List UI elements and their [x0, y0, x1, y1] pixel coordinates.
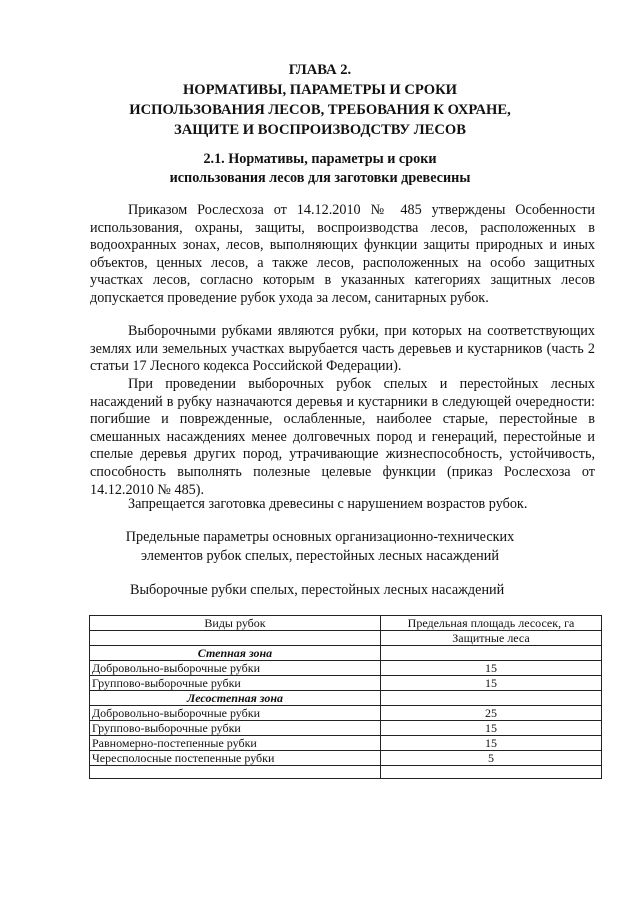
paragraph: При проведении выборочных рубок спелых и перестойных лесных насаждений в рубку назначаются деревья и кустарники в следующей очередности: погибшие и поврежденные, ослабленные, наиболее старые, перестойные в смешанных насаждениях менее долговечных пород и генераций, перестойные и спелые деревья других пород, утрачивающие жизнеспособность, устойчивость, способность выполнять полезные целевые функции (приказ Рослесхоза от 14.12.2010 № 485).: [90, 376, 595, 498]
header-cell-max-area: Предельная площадь лесосек, га: [381, 616, 602, 631]
chapter-heading-line: НОРМАТИВЫ, ПАРАМЕТРЫ И СРОКИ: [182, 82, 458, 98]
section-heading: [60, 150, 580, 188]
table-row: [90, 676, 602, 691]
empty-cell: [90, 766, 381, 779]
zone-row: [90, 646, 602, 661]
area-value-cell: 15: [381, 721, 602, 736]
area-value-cell: 15: [381, 676, 602, 691]
chapter-heading-line: ИСПОЛЬЗОВАНИЯ ЛЕСОВ, ТРЕБОВАНИЯ К ОХРАНЕ,: [129, 102, 511, 118]
table-subheader-row: [90, 631, 602, 646]
table-row: [90, 751, 602, 766]
table-subtitle: [130, 581, 504, 600]
table-row-empty: [90, 766, 602, 779]
header-cell-cut-types: Виды рубок: [90, 616, 381, 631]
table-caption-line: Предельные параметры основных организационно-технических: [125, 529, 515, 545]
cut-type-cell: Чересполосные постепенные рубки: [90, 751, 381, 766]
zone-name: Степная зона: [90, 646, 381, 661]
table-row: [90, 736, 602, 751]
zone-row: [90, 691, 602, 706]
paragraph: Запрещается заготовка древесины с нарушением возрастов рубок.: [128, 496, 528, 512]
table-caption: [60, 528, 580, 566]
empty-cell: [381, 766, 602, 779]
paragraph: Приказом Рослесхоза от 14.12.2010 № 485 утверждены Особенности использования, охраны, защиты, воспроизводства лесов, расположенных в водоохранных зонах, лесов, выполняющих функции защиты природных и иных объектов, ценных лесов, а также лесов, расположенных на особо защитных участках лесов, согласно которым в указанных категориях защитных лесов допускается проведение рубок ухода за лесом, санитарных рубок.: [90, 202, 595, 306]
empty-cell: [381, 646, 602, 661]
cut-type-cell: Группово-выборочные рубки: [90, 721, 381, 736]
paragraph: Выборочными рубками являются рубки, при которых на соответствующих землях или земельных участках вырубается часть деревьев и кустарников (часть 2 статьи 17 Лесного кодекса Российской Федерации).: [90, 323, 595, 375]
area-value-cell: 15: [381, 736, 602, 751]
empty-cell: [90, 631, 381, 646]
cut-type-cell: Равномерно-постепенные рубки: [90, 736, 381, 751]
table-row: [90, 721, 602, 736]
table-row: [90, 661, 602, 676]
table-row: [90, 706, 602, 721]
section-heading-line: использования лесов для заготовки древесины: [169, 170, 471, 186]
section-heading-line: 2.1. Нормативы, параметры и сроки: [203, 151, 437, 167]
empty-cell: [381, 691, 602, 706]
chapter-heading-line: ГЛАВА 2.: [288, 62, 352, 78]
chapter-heading-line: ЗАЩИТЕ И ВОСПРОИЗВОДСТВУ ЛЕСОВ: [174, 122, 466, 138]
zone-name: Лесостепная зона: [90, 691, 381, 706]
cut-type-cell: Добровольно-выборочные рубки: [90, 661, 381, 676]
area-value-cell: 25: [381, 706, 602, 721]
table-subtitle-text: Выборочные рубки спелых, перестойных лесных насаждений: [130, 582, 505, 598]
table-caption-line: элементов рубок спелых, перестойных лесных насаждений: [141, 548, 499, 564]
area-value-cell: 15: [381, 661, 602, 676]
cut-type-cell: Группово-выборочные рубки: [90, 676, 381, 691]
table-header-row: [90, 616, 602, 631]
cutting-parameters-table: [89, 615, 602, 779]
area-value-cell: 5: [381, 751, 602, 766]
chapter-heading: [60, 60, 580, 140]
cut-type-cell: Добровольно-выборочные рубки: [90, 706, 381, 721]
header-cell-protective-forests: Защитные леса: [381, 631, 602, 646]
